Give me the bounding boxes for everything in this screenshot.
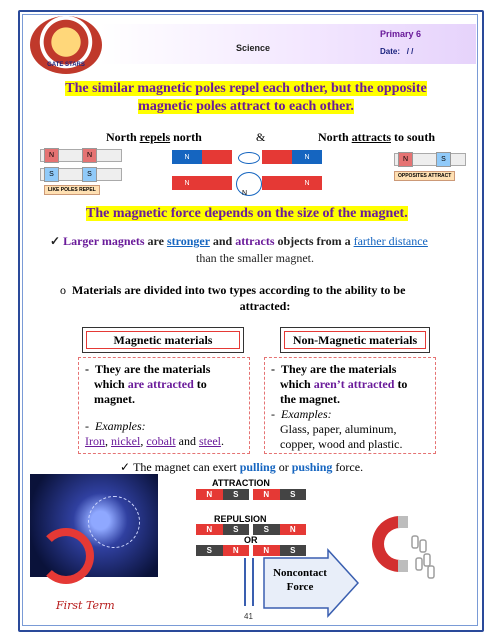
horseshoe-magnet-icon: [38, 528, 94, 584]
magnet-center-bottom-right: [262, 176, 322, 190]
force-pushing: pushing: [291, 460, 333, 474]
grade-label: Primary 6: [380, 29, 422, 39]
pole-s-box: S: [436, 152, 451, 167]
ampersand: &: [256, 130, 266, 144]
example-iron: Iron: [85, 434, 105, 448]
noncontact-label: [268, 566, 332, 594]
magnet-center-top-right: [262, 150, 322, 164]
force-title-text: The magnetic force depends on the size of the magnet.: [86, 206, 408, 221]
pole-s: S: [253, 524, 280, 535]
or-label: OR: [244, 535, 258, 545]
desc-text: to: [394, 377, 408, 391]
examples-text: Glass, paper, aluminum,: [280, 422, 397, 436]
nonmagnetic-desc: [271, 362, 429, 407]
larger-distance: farther distance: [353, 234, 428, 248]
pole-n: N: [196, 524, 223, 535]
noncontact-line: Force: [286, 581, 314, 593]
pole-n: N: [253, 489, 280, 500]
noncontact-line: Noncontact: [273, 567, 327, 579]
nonmagnetic-examples: [271, 407, 429, 452]
like-poles-label: LIKE POLES REPEL: [44, 185, 100, 195]
check-icon: ✓: [50, 234, 61, 248]
magnetic-examples: [85, 419, 243, 449]
larger-text: and: [209, 234, 236, 248]
desc-text: the magnet.: [280, 392, 340, 406]
field-icon: [88, 496, 140, 548]
desc-text: They are the materials: [281, 362, 397, 376]
force-text: The magnet can exert: [133, 460, 240, 474]
field-lines-icon: [238, 152, 260, 164]
check-icon: ✓: [120, 460, 131, 474]
magnetic-materials-title: Magnetic materials: [82, 327, 244, 353]
pole-n-box: N: [398, 152, 413, 167]
examples-text: copper, wood and plastic.: [280, 437, 403, 451]
repels-caption: [106, 130, 202, 145]
sep: and: [175, 434, 199, 448]
pole-n: N: [223, 545, 250, 556]
sep: ,: [140, 434, 147, 448]
field-lines-icon: [236, 172, 262, 196]
materials-intro-line: attracted:: [239, 299, 291, 313]
logo-text: GATE STARS: [47, 62, 85, 68]
pole-n-text: N: [242, 190, 248, 197]
magnetic-box: [78, 357, 250, 454]
page-number: 41: [244, 612, 253, 621]
magnet-pole: N: [292, 176, 322, 190]
attraction-title: ATTRACTION: [212, 478, 270, 488]
intro-heading: [56, 80, 436, 116]
nonmagnetic-materials-title: Non-Magnetic materials: [280, 327, 430, 353]
intro-line-1: The similar magnetic poles repel each other, but the opposite: [65, 81, 427, 96]
force-type-line: [120, 460, 363, 475]
example-nickel: nickel: [111, 434, 141, 448]
subject-label: Science: [236, 43, 271, 53]
caption-attracts: attracts: [351, 130, 391, 144]
caption-text: North: [106, 130, 140, 144]
desc-text: which: [94, 377, 128, 391]
pole-s: S: [223, 524, 250, 535]
force-text: or: [275, 460, 292, 474]
caption-text: to south: [390, 130, 435, 144]
example-cobalt: cobalt: [146, 434, 176, 448]
date-field: [380, 47, 413, 56]
materials-intro-line: Materials are divided into two types according to the ability to be: [72, 283, 406, 297]
pole-n-box: N: [44, 148, 59, 163]
arrow-stem-icon: [244, 558, 254, 606]
dash: -: [85, 419, 89, 433]
materials-intro: [60, 282, 470, 314]
sep: ,: [105, 434, 111, 448]
dash: -: [85, 362, 89, 376]
desc-text: which: [280, 377, 314, 391]
magnet-clips-image: [30, 474, 158, 577]
desc-text: magnet.: [94, 392, 135, 406]
date-value: / /: [406, 47, 414, 56]
repulsion-bar-1: [196, 524, 306, 535]
force-text: force.: [332, 460, 364, 474]
magnet-pole: N: [292, 150, 322, 164]
pole-n-box: N: [82, 148, 97, 163]
dash: -: [271, 362, 275, 376]
pole-s: S: [223, 489, 250, 500]
repulsion-title: REPULSION: [214, 514, 267, 524]
pole-n: N: [253, 545, 280, 556]
larger-attracts: attracts: [235, 234, 275, 248]
magnet-center-top-left: [172, 150, 232, 164]
nonmagnetic-box: [264, 357, 436, 454]
magnetic-desc: [85, 362, 243, 407]
attraction-bar: [196, 489, 306, 500]
examples-label: Examples:: [281, 407, 332, 421]
magnet-pole: N: [172, 150, 202, 164]
magnet-center-bottom-left: [172, 176, 232, 190]
pole-n: N: [280, 524, 307, 535]
desc-text: They are the materials: [95, 362, 211, 376]
larger-text: are: [144, 234, 167, 248]
caption-text: north: [170, 130, 202, 144]
force-pulling: pulling: [239, 460, 276, 474]
sep: .: [220, 434, 224, 448]
pole-s: S: [280, 545, 307, 556]
dash: -: [271, 407, 275, 421]
caption-repels: repels: [139, 130, 171, 144]
desc-text: to: [193, 377, 207, 391]
circle-bullet: o: [60, 283, 66, 297]
opposites-label: OPPOSITES ATTRACT: [394, 171, 455, 181]
desc-not-attracted: aren’t attracted: [313, 377, 395, 391]
larger-stronger: stronger: [166, 234, 210, 248]
pole-s-box: S: [44, 167, 59, 182]
attracts-caption: [318, 130, 435, 145]
desc-attracted: are attracted: [127, 377, 194, 391]
magnet-pole: N: [172, 176, 202, 190]
pole-n: N: [196, 489, 223, 500]
examples-label: Examples:: [95, 419, 146, 433]
intro-line-2: magnetic poles attract to each other.: [138, 99, 354, 114]
date-label: Date:: [380, 47, 401, 56]
caption-text: North: [318, 130, 352, 144]
pole-s-box: S: [82, 167, 97, 182]
example-steel: steel: [198, 434, 221, 448]
horseshoe-clips-icon: [360, 510, 438, 580]
term-footer: First Term: [56, 599, 115, 612]
force-title: [86, 206, 408, 222]
larger-text: than the smaller magnet.: [196, 251, 314, 265]
pole-s: S: [196, 545, 223, 556]
larger-text: Larger magnets: [63, 234, 145, 248]
larger-magnets-line: [50, 233, 460, 267]
larger-text: objects from a: [274, 234, 354, 248]
pole-s: S: [280, 489, 307, 500]
